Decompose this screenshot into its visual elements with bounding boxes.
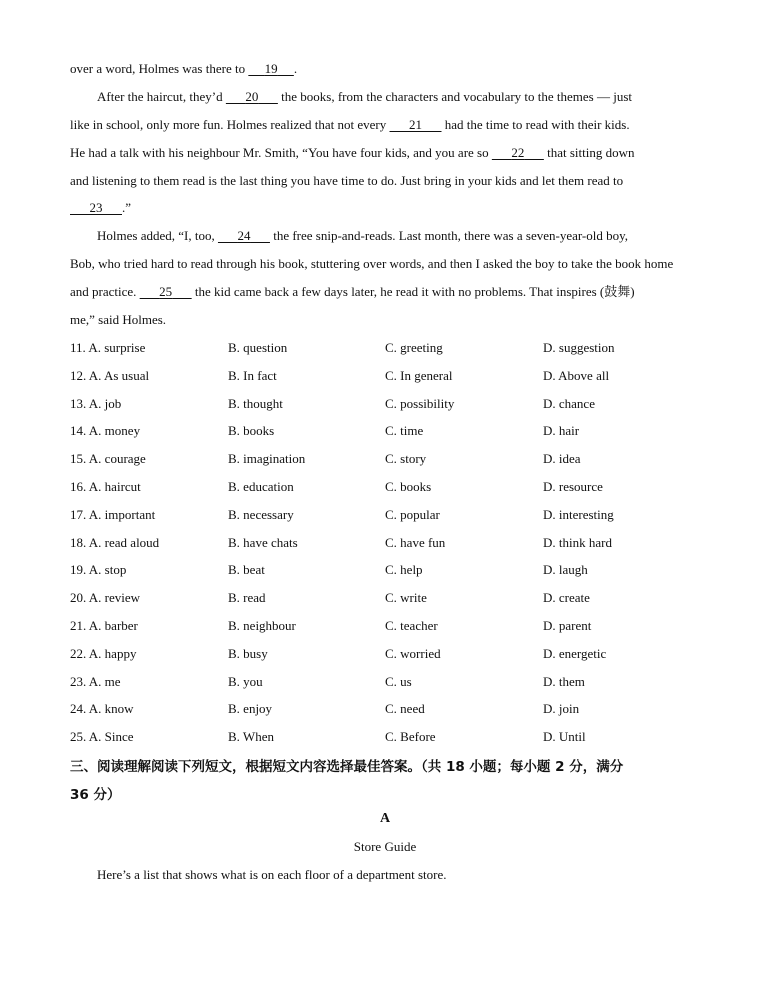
blank-22: 22 xyxy=(511,145,525,160)
option-d: D. think hard xyxy=(543,534,612,550)
option-a xyxy=(70,368,149,384)
option-a xyxy=(70,507,155,523)
passage-text: . xyxy=(293,61,298,76)
passage-text: After the haircut, they’d xyxy=(97,89,226,104)
option-a-text: A. review xyxy=(88,590,141,606)
option-a-text: A. money xyxy=(88,423,141,439)
option-row xyxy=(0,423,770,439)
option-d: D. idea xyxy=(543,451,581,467)
option-b: B. question xyxy=(228,340,288,355)
option-d: D. interesting xyxy=(543,506,614,522)
option-a-text: A. happy xyxy=(88,645,137,661)
option-row xyxy=(0,451,770,467)
option-d: D. Until xyxy=(543,729,586,745)
option-a-text: A. me xyxy=(88,673,121,689)
option-a xyxy=(70,701,134,717)
option-a-text: A. know xyxy=(88,701,134,717)
option-a-text: A. job xyxy=(88,395,122,411)
passage-line xyxy=(97,228,628,244)
option-c: C. Before xyxy=(385,729,436,745)
option-row xyxy=(0,368,770,384)
option-a xyxy=(70,396,121,412)
question-number: 17. xyxy=(70,506,87,522)
option-d: D. Above all xyxy=(543,367,610,383)
passage-line xyxy=(70,117,630,133)
passage-intro: Here’s a list that shows what is on each floor of a department store. xyxy=(97,867,447,882)
option-c: C. time xyxy=(385,423,424,439)
option-c: C. help xyxy=(385,562,423,578)
option-a-text: A. stop xyxy=(88,562,127,578)
option-row xyxy=(0,729,770,745)
option-c: C. greeting xyxy=(385,340,443,355)
option-b: B. imagination xyxy=(228,451,306,467)
passage-line xyxy=(97,89,632,105)
question-number: 22. xyxy=(70,645,87,661)
passage-title: Store Guide xyxy=(353,839,417,854)
option-b: B. have chats xyxy=(228,534,298,550)
question-number: 18. xyxy=(70,534,87,550)
passage-text: me,” said Holmes. xyxy=(70,312,167,327)
option-a-text: A. Since xyxy=(88,729,134,745)
option-d: D. parent xyxy=(543,618,592,633)
option-c: C. books xyxy=(385,479,432,494)
passage-text: and listening to them read is the last thing you have time to do. Just bring in your kids and let them read to xyxy=(70,173,624,188)
option-b: B. enjoy xyxy=(228,701,273,717)
passage-line xyxy=(70,200,131,216)
option-a xyxy=(70,451,146,467)
passage-line xyxy=(70,61,297,77)
part-letter: A xyxy=(379,811,391,826)
question-number: 25. xyxy=(70,729,87,745)
passage-text: that sitting down xyxy=(543,145,635,160)
option-c: C. need xyxy=(385,701,425,717)
option-row xyxy=(0,590,770,606)
option-row xyxy=(0,396,770,412)
option-a-text: A. important xyxy=(88,506,156,522)
question-number: 15. xyxy=(70,451,87,467)
option-a xyxy=(70,423,140,439)
option-b: B. beat xyxy=(228,562,265,578)
option-b: B. education xyxy=(228,479,294,494)
option-a xyxy=(70,618,138,634)
option-c: C. In general xyxy=(385,367,453,383)
question-number: 16. xyxy=(70,479,87,494)
question-number: 14. xyxy=(70,423,87,439)
passage-text: the books, from the characters and vocabulary to the themes — just xyxy=(277,89,633,104)
option-b: B. neighbour xyxy=(228,618,296,633)
question-number: 13. xyxy=(70,395,87,411)
question-number: 12. xyxy=(70,367,87,383)
option-a xyxy=(70,729,134,745)
option-row xyxy=(0,479,770,495)
option-d: D. join xyxy=(543,701,580,717)
question-number: 20. xyxy=(70,590,87,606)
option-c: C. worried xyxy=(385,645,441,661)
option-b: B. thought xyxy=(228,395,283,411)
section-heading-cont: 36 分） xyxy=(70,787,121,803)
option-d: D. create xyxy=(543,590,590,606)
option-row xyxy=(0,562,770,578)
option-a xyxy=(70,479,141,495)
passage-text: He had a talk with his neighbour Mr. Smith, “You have four kids, and you are so xyxy=(70,145,492,160)
passage-line xyxy=(70,145,635,161)
option-row xyxy=(0,507,770,523)
option-b: B. necessary xyxy=(228,506,294,522)
question-number: 19. xyxy=(70,562,87,578)
option-d: D. energetic xyxy=(543,645,607,661)
option-a-text: A. surprise xyxy=(88,340,146,355)
passage-text: the kid came back a few days later, he read it with no problems. That inspires (鼓舞) xyxy=(191,284,635,299)
passage-line xyxy=(70,173,623,189)
passage-line xyxy=(70,256,673,272)
option-a-text: A. As usual xyxy=(88,367,150,383)
option-a-text: A. haircut xyxy=(88,479,141,494)
blank-21: 21 xyxy=(409,117,422,132)
option-b: B. When xyxy=(228,729,274,745)
option-d: D. resource xyxy=(543,479,603,494)
question-number: 21. xyxy=(70,618,87,633)
option-a xyxy=(70,562,126,578)
passage-text: Holmes added, “I, too, xyxy=(97,228,218,243)
option-a xyxy=(70,535,159,551)
passage-text: and practice. xyxy=(70,284,140,299)
passage-line xyxy=(70,312,166,328)
passage-text: over a word, Holmes was there to xyxy=(70,61,249,76)
passage-text: the free snip-and-reads. Last month, there was a seven-year-old boy, xyxy=(269,228,629,243)
option-b: B. busy xyxy=(228,645,268,661)
option-a xyxy=(70,590,140,606)
passage-text: had the time to read with their kids. xyxy=(441,117,630,132)
option-c: C. write xyxy=(385,590,427,606)
blank-25: 25 xyxy=(159,284,173,299)
option-d: D. suggestion xyxy=(543,340,615,355)
option-b: B. read xyxy=(228,590,266,606)
option-c: C. teacher xyxy=(385,618,438,633)
passage-text: Bob, who tried hard to read through his book, stuttering over words, and then I asked the boy to take the book home xyxy=(70,256,674,271)
option-c: C. have fun xyxy=(385,534,446,550)
option-a xyxy=(70,340,145,356)
option-c: C. us xyxy=(385,673,412,689)
option-a xyxy=(70,674,121,690)
option-a-text: A. barber xyxy=(88,618,138,633)
option-row xyxy=(0,674,770,690)
option-row xyxy=(0,618,770,634)
option-c: C. popular xyxy=(385,506,440,522)
option-d: D. hair xyxy=(543,423,580,439)
blank-23: 23 xyxy=(89,200,103,215)
question-number: 24. xyxy=(70,701,87,717)
blank-19: 19 xyxy=(264,61,278,76)
option-d: D. them xyxy=(543,673,585,689)
option-row xyxy=(0,646,770,662)
option-row xyxy=(0,340,770,356)
passage-text: like in school, only more fun. Holmes realized that not every xyxy=(70,117,390,132)
option-c: C. story xyxy=(385,451,427,467)
passage-line xyxy=(70,284,635,300)
option-a-text: A. read aloud xyxy=(88,534,160,550)
option-b: B. you xyxy=(228,673,263,689)
option-row xyxy=(0,701,770,717)
blank-24: 24 xyxy=(237,228,251,243)
blank-20: 20 xyxy=(245,89,259,104)
section-heading: 三、阅读理解阅读下列短文，根据短文内容选择最佳答案。（共 18 小题；每小题 2 分，满分 xyxy=(70,759,624,775)
option-a xyxy=(70,646,136,662)
passage-text: .” xyxy=(122,200,132,215)
option-a-text: A. courage xyxy=(88,451,146,467)
question-number: 23. xyxy=(70,673,87,689)
option-b: B. In fact xyxy=(228,367,277,383)
option-row xyxy=(0,535,770,551)
question-number: 11. xyxy=(70,340,86,355)
option-d: D. chance xyxy=(543,395,595,411)
option-d: D. laugh xyxy=(543,562,588,578)
option-b: B. books xyxy=(228,423,275,439)
option-c: C. possibility xyxy=(385,395,455,411)
